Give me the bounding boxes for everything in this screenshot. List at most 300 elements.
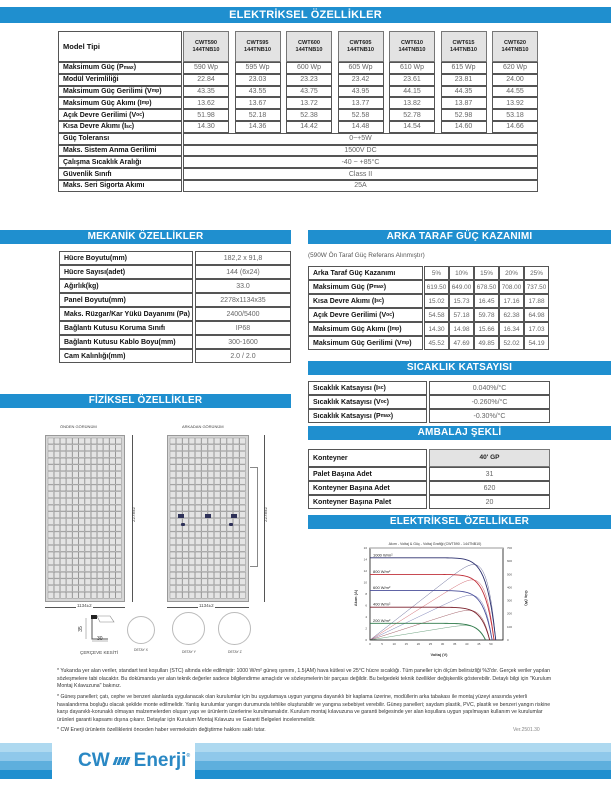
solar-cell xyxy=(227,559,233,565)
bifacial-percentage-header: 20% xyxy=(499,266,524,280)
temperature-value-cell: 0.040%/°C xyxy=(429,381,550,395)
chart-x-axis-label: Voltaj (V) xyxy=(430,652,448,657)
solar-cell xyxy=(110,485,116,491)
solar-cell xyxy=(97,465,103,471)
solar-panel-logo-icon xyxy=(112,757,131,765)
solar-cell xyxy=(183,592,189,598)
solar-cell xyxy=(176,532,182,538)
electrical-value-cell: 44.35 xyxy=(441,86,487,98)
solar-cell xyxy=(110,532,116,538)
solar-cell xyxy=(189,492,195,498)
solar-cell xyxy=(110,592,116,598)
bifacial-value-cell: 17.16 xyxy=(499,294,524,308)
solar-cell xyxy=(176,451,182,457)
solar-cell xyxy=(183,472,189,478)
label-tail: ) xyxy=(381,297,385,305)
solar-cell xyxy=(240,539,246,545)
electrical-value-cell: 14.42 xyxy=(286,121,332,133)
label-subscript: max xyxy=(373,284,384,290)
solar-cell xyxy=(85,472,91,478)
solar-cell xyxy=(48,519,54,525)
solar-cell xyxy=(208,592,214,598)
solar-cell xyxy=(189,505,195,511)
electrical-row-label: Güç Toleransı xyxy=(58,133,182,145)
electrical-value-cell: 44.55 xyxy=(492,86,538,98)
solar-cell xyxy=(240,565,246,571)
model-name: CWT610 xyxy=(400,39,424,46)
solar-cell xyxy=(170,525,176,531)
electrical-value-cell: 620 Wp xyxy=(492,62,538,74)
solar-cell xyxy=(176,545,182,551)
electrical-value-cell: 43.35 xyxy=(183,86,229,98)
solar-cell xyxy=(240,472,246,478)
solar-cell xyxy=(97,472,103,478)
solar-cell xyxy=(116,552,122,558)
solar-cell xyxy=(227,458,233,464)
label-tail: ) xyxy=(383,283,387,291)
solar-cell xyxy=(195,592,201,598)
solar-cell xyxy=(202,519,208,525)
label-subscript: oc xyxy=(136,112,142,119)
footnote-stc: * Yukarıda yer alan veriler, standart test koşulları (STC) altında elde edilmiştir: 1000 W/m² güneş ışınımı, 1.5(AM) hava kütlesi ve 25°C hücre sıcaklığı. Tüm paneller için ölçüm belirsizliği %3'dır. Gerçek veriler yapılan sözleşmelere tabi olacaktır. Bu dokümanda yer alan teknik değerler sadece bilgilendirme amaçlıdır ve sözleşmelerin bir parçası değildir. Bu belgedeki teknik özellikler değişkenlik gösterebilir. Detaylı bilgi için "Kurulum Montaj Kılavuzuna" bakınız. xyxy=(57,668,552,690)
electrical-value-cell: 13.87 xyxy=(441,97,487,109)
solar-cell xyxy=(91,498,97,504)
solar-cell xyxy=(97,438,103,444)
electrical-value-cell: 43.55 xyxy=(235,86,281,98)
irradiance-label: 1000 W/m² xyxy=(373,552,393,558)
solar-cell xyxy=(240,525,246,531)
solar-cell xyxy=(189,485,195,491)
solar-cell xyxy=(195,572,201,578)
solar-cell xyxy=(67,586,73,592)
model-variant: 144TNB10 xyxy=(501,46,529,53)
solar-cell xyxy=(79,559,85,565)
solar-cell xyxy=(104,552,110,558)
brand-logo-cw: CW xyxy=(78,750,110,771)
version-label: Ver.2501.30 xyxy=(513,727,540,733)
solar-cell xyxy=(214,532,220,538)
solar-cell xyxy=(104,592,110,598)
solar-cell xyxy=(60,478,66,484)
solar-cell xyxy=(91,532,97,538)
solar-cell xyxy=(73,472,79,478)
electrical-value-cell: 14.66 xyxy=(492,121,538,133)
x-tick-label: 5 xyxy=(381,642,383,646)
solar-cell xyxy=(67,472,73,478)
electrical-row-label: Maks. Sistem Anma Gerilimi xyxy=(58,145,182,157)
model-variant: 144TNB10 xyxy=(192,46,220,53)
solar-cell xyxy=(110,512,116,518)
electrical-shared-value-cell: 25A xyxy=(183,180,538,192)
solar-cell xyxy=(54,451,60,457)
solar-cell xyxy=(104,565,110,571)
solar-cell xyxy=(91,572,97,578)
x-tick-label: 35 xyxy=(452,642,457,646)
electrical-value-cell: 53.18 xyxy=(492,109,538,121)
solar-cell xyxy=(73,485,79,491)
solar-cell xyxy=(233,552,239,558)
solar-cell xyxy=(110,519,116,525)
detail-circle-x xyxy=(127,616,155,644)
solar-cell xyxy=(233,532,239,538)
solar-cell xyxy=(202,552,208,558)
solar-cell xyxy=(195,498,201,504)
electrical-value-cell: 615 Wp xyxy=(441,62,487,74)
solar-cell xyxy=(176,485,182,491)
solar-cell xyxy=(79,472,85,478)
solar-cell xyxy=(79,552,85,558)
solar-cell xyxy=(91,485,97,491)
solar-cell xyxy=(79,539,85,545)
solar-cell xyxy=(214,519,220,525)
solar-cell xyxy=(48,539,54,545)
solar-cell xyxy=(214,525,220,531)
solar-cell xyxy=(85,586,91,592)
solar-cell xyxy=(214,485,220,491)
model-column-header xyxy=(286,31,332,62)
mechanical-value-cell: 144 (6x24) xyxy=(195,265,291,279)
electrical-value-cell: 13.92 xyxy=(492,97,538,109)
solar-cell xyxy=(233,478,239,484)
solar-cell xyxy=(202,472,208,478)
solar-cell xyxy=(60,465,66,471)
irradiance-label: 200 W/m² xyxy=(373,617,391,623)
solar-cell xyxy=(170,552,176,558)
solar-cell xyxy=(214,586,220,592)
solar-cell xyxy=(54,559,60,565)
solar-cell xyxy=(67,498,73,504)
solar-cell xyxy=(60,492,66,498)
solar-cell xyxy=(195,532,201,538)
solar-cell xyxy=(48,545,54,551)
solar-cell xyxy=(189,525,195,531)
solar-cell xyxy=(233,485,239,491)
solar-cell xyxy=(214,465,220,471)
solar-cell xyxy=(227,445,233,451)
solar-cell xyxy=(195,465,201,471)
solar-cell xyxy=(183,498,189,504)
solar-cell xyxy=(67,458,73,464)
solar-cell xyxy=(48,559,54,565)
model-column-header xyxy=(492,31,538,62)
solar-cell xyxy=(54,532,60,538)
solar-cell xyxy=(183,445,189,451)
solar-cell xyxy=(67,478,73,484)
solar-cell xyxy=(195,458,201,464)
solar-cell xyxy=(202,545,208,551)
solar-cell xyxy=(116,565,122,571)
solar-cell xyxy=(221,592,227,598)
solar-cell xyxy=(233,525,239,531)
solar-cell xyxy=(202,485,208,491)
solar-cell xyxy=(60,458,66,464)
solar-cell xyxy=(91,445,97,451)
solar-cell xyxy=(110,498,116,504)
solar-cell xyxy=(85,579,91,585)
solar-cell xyxy=(195,445,201,451)
solar-cell xyxy=(221,485,227,491)
solar-cell xyxy=(170,519,176,525)
electrical-row-label: Çalışma Sıcaklık Aralığı xyxy=(58,156,182,168)
solar-cell xyxy=(104,519,110,525)
solar-cell xyxy=(73,451,79,457)
back-height-dimension-label: 2278±2 xyxy=(262,507,268,522)
solar-cell xyxy=(176,539,182,545)
electrical-row-label xyxy=(58,121,182,133)
solar-cell xyxy=(60,525,66,531)
solar-cell xyxy=(48,445,54,451)
bifacial-percentage-header: 15% xyxy=(474,266,499,280)
mechanical-row-label: Hücre Sayısı(adet) xyxy=(59,265,193,279)
solar-cell xyxy=(183,572,189,578)
solar-cell xyxy=(60,592,66,598)
packaging-row-label: Palet Başına Adet xyxy=(308,467,427,481)
solar-cell xyxy=(54,478,60,484)
solar-cell xyxy=(221,478,227,484)
solar-cell xyxy=(195,579,201,585)
solar-cell xyxy=(183,586,189,592)
bifacial-row-label xyxy=(308,294,423,308)
section-header-physical: FİZİKSEL ÖZELLİKLER xyxy=(0,394,291,408)
solar-cell xyxy=(110,438,116,444)
electrical-shared-value-cell: Class II xyxy=(183,168,538,180)
solar-cell xyxy=(183,539,189,545)
solar-cell xyxy=(176,478,182,484)
solar-cell xyxy=(227,465,233,471)
bifacial-value-cell: 54.19 xyxy=(524,336,549,350)
label-subscript: oc xyxy=(386,312,392,318)
solar-cell xyxy=(227,532,233,538)
solar-cell xyxy=(54,572,60,578)
solar-cell xyxy=(170,465,176,471)
solar-cell xyxy=(85,545,91,551)
solar-cell xyxy=(73,438,79,444)
solar-cell xyxy=(176,552,182,558)
mechanical-value-cell: 2400/5400 xyxy=(195,307,291,321)
solar-cell xyxy=(240,519,246,525)
mechanical-value-cell: 300-1600 xyxy=(195,335,291,349)
solar-cell xyxy=(221,519,227,525)
solar-cell xyxy=(214,445,220,451)
y-tick-label: 8 xyxy=(365,592,367,596)
solar-cell xyxy=(240,505,246,511)
solar-cell xyxy=(48,438,54,444)
solar-cell xyxy=(195,586,201,592)
solar-cell xyxy=(104,478,110,484)
solar-cell xyxy=(240,552,246,558)
section-header-temperature: SICAKLIK KATSAYISI xyxy=(308,361,611,375)
solar-cell xyxy=(116,505,122,511)
front-height-dimension-label: 2278±2 xyxy=(130,507,136,522)
solar-cell xyxy=(208,532,214,538)
connector-icon xyxy=(181,523,185,526)
solar-cell xyxy=(195,552,201,558)
label-text: Maksimum Güç (P xyxy=(63,64,124,72)
electrical-value-cell: 590 Wp xyxy=(183,62,229,74)
solar-cell xyxy=(54,545,60,551)
bifacial-value-cell: 59.78 xyxy=(474,308,499,322)
solar-cell xyxy=(67,579,73,585)
mechanical-value-cell: IP68 xyxy=(195,321,291,335)
solar-cell xyxy=(104,525,110,531)
packaging-row-label: Konteyner Başına Palet xyxy=(308,495,427,509)
electrical-value-cell: 22.84 xyxy=(183,74,229,86)
solar-cell xyxy=(85,505,91,511)
solar-cell xyxy=(97,492,103,498)
bifacial-value-cell: 47.69 xyxy=(449,336,474,350)
solar-cell xyxy=(221,465,227,471)
label-subscript: max xyxy=(123,64,134,71)
electrical-row-label xyxy=(58,109,182,121)
solar-cell xyxy=(240,532,246,538)
solar-cell xyxy=(110,559,116,565)
solar-cell xyxy=(221,512,227,518)
solar-cell xyxy=(233,472,239,478)
solar-cell xyxy=(227,451,233,457)
solar-cell xyxy=(104,512,110,518)
frame-width-label: 30 xyxy=(97,636,103,642)
electrical-value-cell: 13.72 xyxy=(286,97,332,109)
iv-curve-chart xyxy=(340,538,530,658)
y2-tick-label: 300 xyxy=(507,598,513,603)
solar-cell xyxy=(54,519,60,525)
bifacial-value-cell: 678.50 xyxy=(474,280,499,294)
solar-cell xyxy=(54,552,60,558)
solar-cell xyxy=(116,572,122,578)
label-text: Sıcaklık Katsayısı (V xyxy=(313,398,381,406)
bifacial-value-cell: 45.52 xyxy=(424,336,449,350)
solar-cell xyxy=(48,565,54,571)
chart-y2-axis-label: Güç (W) xyxy=(524,590,529,606)
solar-cell xyxy=(233,592,239,598)
solar-cell xyxy=(67,552,73,558)
solar-cell xyxy=(233,572,239,578)
solar-cell xyxy=(208,472,214,478)
solar-cell xyxy=(79,485,85,491)
solar-cell xyxy=(48,451,54,457)
bifacial-value-cell: 16.34 xyxy=(499,322,524,336)
bifacial-percentage-header: 25% xyxy=(524,266,549,280)
solar-cell xyxy=(176,592,182,598)
label-tail: ) xyxy=(383,384,386,392)
y-tick-label: 10 xyxy=(363,580,367,585)
solar-cell xyxy=(54,525,60,531)
solar-cell xyxy=(67,445,73,451)
solar-cell xyxy=(227,438,233,444)
solar-cell xyxy=(48,579,54,585)
electrical-value-cell: 13.62 xyxy=(183,97,229,109)
front-view-caption: ÖNDEN GÖRÜNÜM xyxy=(60,424,97,429)
solar-cell xyxy=(97,586,103,592)
electrical-shared-value-cell: 0~+5W xyxy=(183,133,538,145)
solar-cell xyxy=(79,505,85,511)
detail-circle-y xyxy=(172,612,205,645)
solar-cell xyxy=(240,592,246,598)
solar-cell xyxy=(60,559,66,565)
solar-cell xyxy=(60,451,66,457)
y-tick-label: 4 xyxy=(365,615,367,619)
label-subscript: max xyxy=(380,413,391,419)
solar-cell xyxy=(110,565,116,571)
solar-cell xyxy=(189,552,195,558)
solar-cell xyxy=(67,465,73,471)
solar-cell xyxy=(79,525,85,531)
label-tail: ) xyxy=(399,325,402,333)
solar-cell xyxy=(189,559,195,565)
solar-cell xyxy=(85,485,91,491)
label-tail: ) xyxy=(133,64,137,72)
solar-cell xyxy=(233,539,239,545)
bifacial-value-cell: 62.38 xyxy=(499,308,524,322)
solar-cell xyxy=(214,512,220,518)
solar-cell xyxy=(85,465,91,471)
solar-cell xyxy=(110,579,116,585)
solar-cell xyxy=(116,525,122,531)
solar-cell xyxy=(79,438,85,444)
solar-cell xyxy=(97,478,103,484)
solar-cell xyxy=(183,565,189,571)
solar-cell xyxy=(79,492,85,498)
solar-cell xyxy=(227,572,233,578)
solar-cell xyxy=(240,545,246,551)
electrical-value-cell: 600 Wp xyxy=(286,62,332,74)
label-text: Sıcaklık Katsayısı (P xyxy=(313,412,381,420)
solar-cell xyxy=(195,451,201,457)
electrical-value-cell: 24.00 xyxy=(492,74,538,86)
solar-cell xyxy=(176,458,182,464)
solar-cell xyxy=(48,472,54,478)
solar-cell xyxy=(97,451,103,457)
solar-cell xyxy=(195,492,201,498)
solar-cell xyxy=(195,539,201,545)
label-text: Açık Devre Gerilimi (V xyxy=(313,311,387,319)
solar-cell xyxy=(110,458,116,464)
solar-cell xyxy=(202,445,208,451)
label-tail: ) xyxy=(159,87,162,95)
solar-cell xyxy=(110,492,116,498)
solar-cell xyxy=(104,579,110,585)
solar-cell xyxy=(116,519,122,525)
solar-cell xyxy=(48,478,54,484)
solar-cell xyxy=(73,512,79,518)
solar-cell xyxy=(240,572,246,578)
solar-cell xyxy=(116,465,122,471)
model-name: CWT600 xyxy=(297,39,321,46)
detail-circle-z xyxy=(218,612,251,645)
electrical-value-cell: 13.82 xyxy=(389,97,435,109)
solar-cell xyxy=(170,559,176,565)
y2-tick-label: 500 xyxy=(507,572,513,577)
electrical-value-cell: 23.42 xyxy=(338,74,384,86)
solar-cell xyxy=(183,451,189,457)
solar-cell xyxy=(233,451,239,457)
solar-cell xyxy=(183,438,189,444)
solar-cell xyxy=(67,545,73,551)
solar-cell xyxy=(202,451,208,457)
electrical-row-label: Maks. Seri Sigorta Akımı xyxy=(58,180,182,192)
solar-cell xyxy=(189,472,195,478)
bifacial-value-cell: 15.66 xyxy=(474,322,499,336)
solar-cell xyxy=(183,492,189,498)
temperature-row-label xyxy=(308,395,427,409)
solar-cell xyxy=(104,505,110,511)
solar-cell xyxy=(67,438,73,444)
y-tick-label: 16 xyxy=(363,546,367,550)
solar-cell xyxy=(54,505,60,511)
detail-y-caption: DETAY Y xyxy=(182,650,196,654)
solar-cell xyxy=(183,485,189,491)
electrical-value-cell: 43.95 xyxy=(338,86,384,98)
